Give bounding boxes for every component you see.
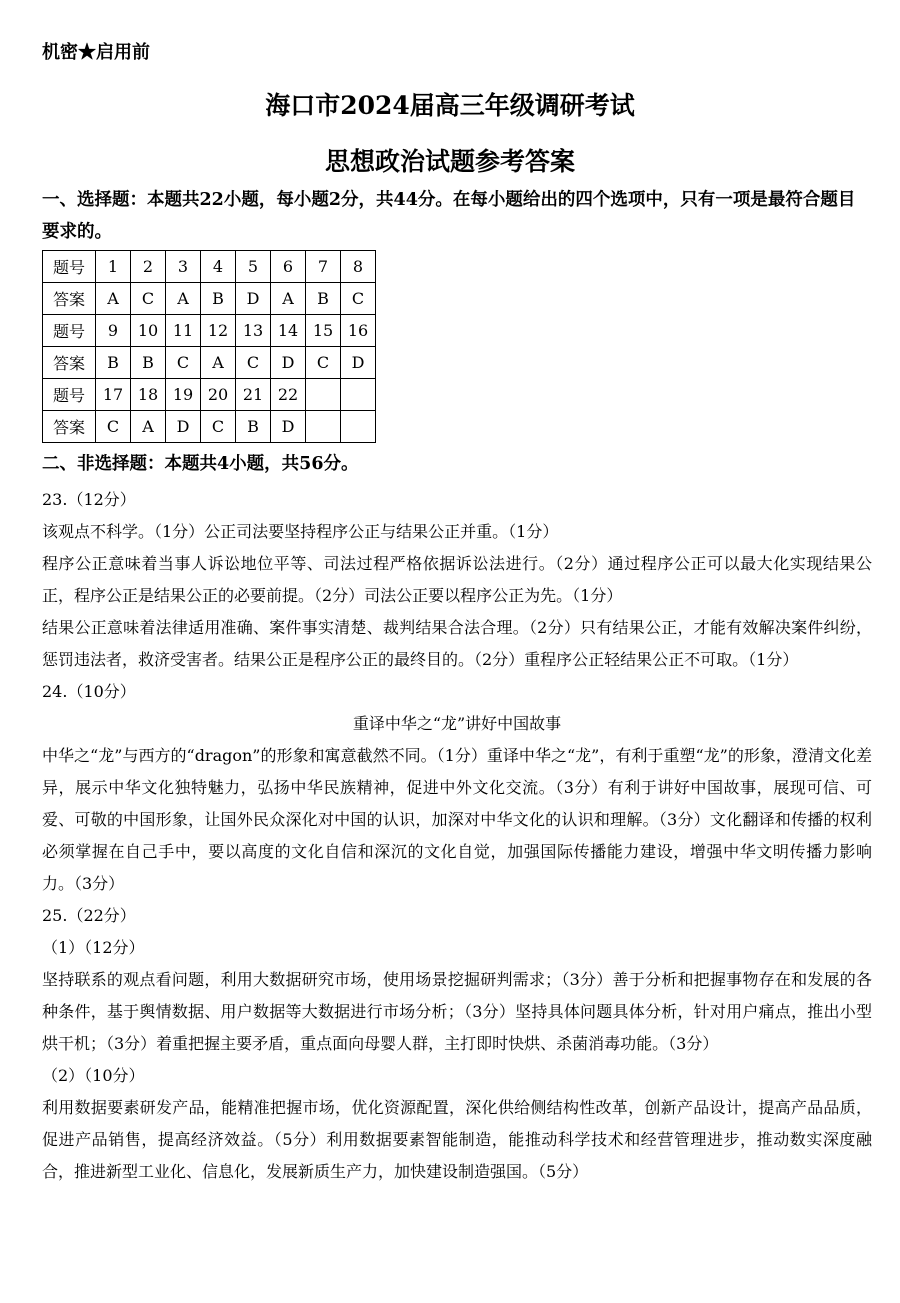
section-non-choice-heading: 二、非选择题：本题共4小题，共56分。 <box>42 454 359 474</box>
table-cell: D <box>271 347 306 379</box>
table-cell: 18 <box>131 379 166 411</box>
q24-paragraph: 中华之“龙”与西方的“dragon”的形象和寓意截然不同。（1分）重译中华之“龙”，有利于重塑“龙”的形象，澄清文化差异，展示中华文化独特魅力，弘扬中华民族精神，促进中外文化交流。（3分）有利于讲好中国故事，展现可信、可爱、可敬的中国形象，让国外民众深化对中国的认识，加深对中华文化的认识和理解。（3分）文化翻译和传播的权利必须掌握在自己手中，要以高度的文化自信和深沉的文化自觉，加强国际传播能力建设，增强中华文明传播力影响力。（3分） <box>42 746 872 893</box>
table-row <box>43 411 376 443</box>
table-cell: A <box>131 411 166 443</box>
table-cell: C <box>96 411 131 443</box>
table-cell: 1 <box>96 251 131 283</box>
table-cell: A <box>166 283 201 315</box>
table-cell: 答案 <box>43 347 96 379</box>
q25-heading: 25.（22分） <box>42 906 136 925</box>
table-cell: B <box>306 283 341 315</box>
table-cell: 17 <box>96 379 131 411</box>
table-cell: 9 <box>96 315 131 347</box>
table-cell: 10 <box>131 315 166 347</box>
exam-title: 海口市2024届高三年级调研考试 <box>265 91 635 120</box>
answer-key-title: 思想政治试题参考答案 <box>324 147 575 176</box>
table-cell <box>306 379 341 411</box>
table-cell: 题号 <box>43 379 96 411</box>
table-cell: 4 <box>201 251 236 283</box>
table-cell: B <box>131 347 166 379</box>
table-cell: 题号 <box>43 315 96 347</box>
table-cell <box>341 411 376 443</box>
table-cell: 19 <box>166 379 201 411</box>
table-cell: 答案 <box>43 411 96 443</box>
table-row <box>43 315 376 347</box>
q23-heading: 23.（12分） <box>42 490 136 509</box>
table-row <box>43 379 376 411</box>
table-cell: A <box>201 347 236 379</box>
table-cell: 5 <box>236 251 271 283</box>
q23-paragraph: 程序公正意味着当事人诉讼地位平等、司法过程严格依据诉讼法进行。（2分）通过程序公正可以最大化实现结果公正，程序公正是结果公正的必要前提。（2分）司法公正要以程序公正为先。（1分） <box>42 554 872 605</box>
section-multiple-choice-heading: 一、选择题：本题共22小题，每小题2分，共44分。在每小题给出的四个选项中，只有一项是最符合题目要求的。 <box>42 190 856 242</box>
table-cell: 3 <box>166 251 201 283</box>
table-cell: 13 <box>236 315 271 347</box>
table-cell: D <box>271 411 306 443</box>
table-cell: 2 <box>131 251 166 283</box>
table-cell: C <box>131 283 166 315</box>
table-cell: 16 <box>341 315 376 347</box>
table-cell: 题号 <box>43 251 96 283</box>
q23-paragraph: 该观点不科学。（1分）公正司法要坚持程序公正与结果公正并重。（1分） <box>42 522 559 541</box>
q24-essay-title: 重译中华之“龙”讲好中国故事 <box>352 714 562 733</box>
table-cell: 20 <box>201 379 236 411</box>
q25-sub2-heading: （2）（10分） <box>42 1066 145 1085</box>
answer-body <box>42 484 872 1188</box>
q25-paragraph: 坚持联系的观点看问题，利用大数据研究市场，使用场景挖掘研判需求；（3分）善于分析和把握事物存在和发展的各种条件，基于舆情数据、用户数据等大数据进行市场分析；（3分）坚持具体问题具体分析，针对用户痛点，推出小型烘干机；（3分）着重把握主要矛盾，重点面向母婴人群，主打即时快烘、杀菌消毒功能。（3分） <box>42 970 872 1053</box>
table-cell <box>341 379 376 411</box>
table-cell: 12 <box>201 315 236 347</box>
table-cell: C <box>236 347 271 379</box>
table-cell: C <box>201 411 236 443</box>
table-cell: A <box>96 283 131 315</box>
table-cell: 22 <box>271 379 306 411</box>
table-cell: 11 <box>166 315 201 347</box>
answer-table <box>42 250 376 443</box>
table-cell: 21 <box>236 379 271 411</box>
table-cell: 6 <box>271 251 306 283</box>
table-cell: 答案 <box>43 283 96 315</box>
q23-paragraph: 结果公正意味着法律适用准确、案件事实清楚、裁判结果合法合理。（2分）只有结果公正，才能有效解决案件纠纷，惩罚违法者，救济受害者。结果公正是程序公正的最终目的。（2分）重程序公正轻结果公正不可取。（1分） <box>42 618 872 669</box>
table-cell: C <box>166 347 201 379</box>
confidential-label: 机密★启用前 <box>42 42 150 63</box>
table-cell: C <box>306 347 341 379</box>
q25-paragraph: 利用数据要素研发产品，能精准把握市场，优化资源配置，深化供给侧结构性改革，创新产品设计，提高产品品质，促进产品销售，提高经济效益。（5分）利用数据要素智能制造，能推动科学技术和经营管理进步，推动数实深度融合，推进新型工业化、信息化，发展新质生产力，加快建设制造强国。（5分） <box>42 1098 872 1181</box>
table-cell: D <box>236 283 271 315</box>
table-cell: D <box>341 347 376 379</box>
q25-sub1-heading: （1）（12分） <box>42 938 145 957</box>
table-cell: 7 <box>306 251 341 283</box>
table-row <box>43 251 376 283</box>
table-cell: A <box>271 283 306 315</box>
table-cell: 14 <box>271 315 306 347</box>
table-cell: C <box>341 283 376 315</box>
table-cell: D <box>166 411 201 443</box>
table-cell: B <box>201 283 236 315</box>
table-cell <box>306 411 341 443</box>
table-cell: 8 <box>341 251 376 283</box>
q24-heading: 24.（10分） <box>42 682 136 701</box>
table-row <box>43 347 376 379</box>
table-cell: B <box>96 347 131 379</box>
table-cell: 15 <box>306 315 341 347</box>
table-row <box>43 283 376 315</box>
table-cell: B <box>236 411 271 443</box>
